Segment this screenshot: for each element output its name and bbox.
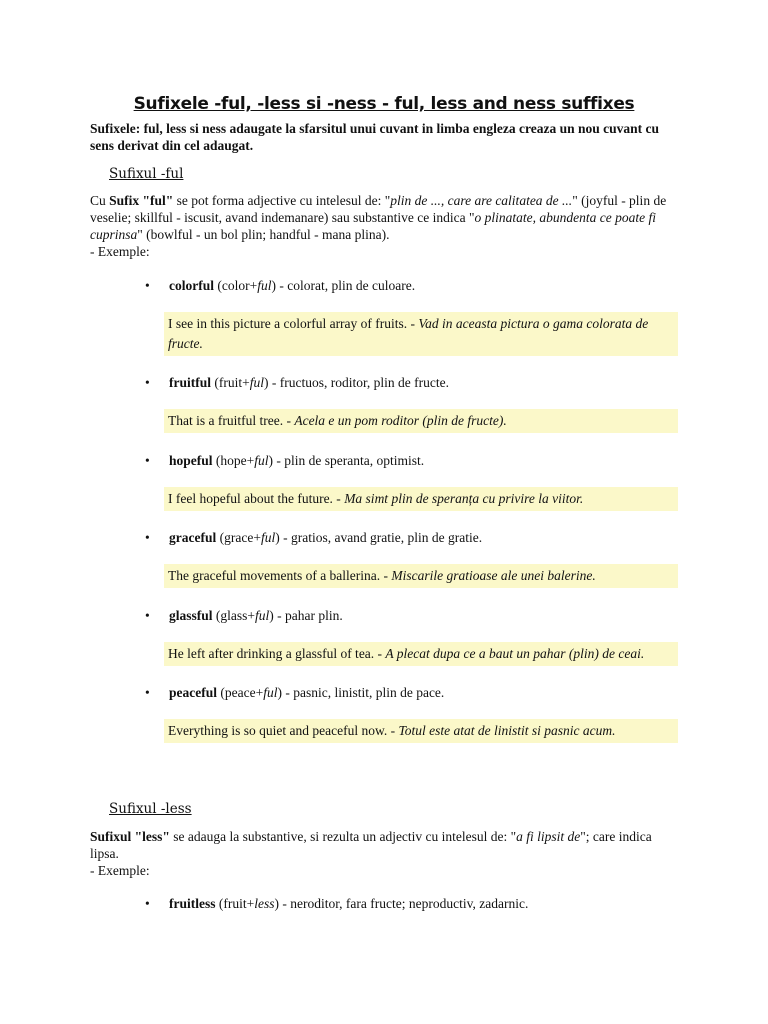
bullet-icon: •: [145, 530, 150, 545]
example-highlight: That is a fruitful tree. - Acela e un pom roditor (plin de fructe).: [164, 409, 678, 433]
bullet-icon: •: [145, 375, 150, 390]
bullet-icon: •: [145, 453, 150, 468]
page-title: Sufixele -ful, -less si -ness - ful, less and ness suffixes: [133, 94, 635, 114]
intro-paragraph: Sufixele: ful, less si ness adaugate la sfarsitul unui cuvant in limba engleza creaza un nou cuvant cu sens derivat din cel adaugat.: [90, 121, 660, 153]
section-heading-ful: Sufixul -ful: [109, 166, 184, 182]
bullet-icon: •: [145, 685, 150, 700]
example-highlight: Everything is so quiet and peaceful now. - Totul este atat de linistit si pasnic acum.: [164, 719, 678, 743]
example-highlight: I feel hopeful about the future. - Ma simt plin de speranța cu privire la viitor.: [164, 487, 678, 511]
less-description: Sufixul "less" se adauga la substantive, si rezulta un adjectiv cu intelesul de: "a fi lipsit de"; care indica lipsa. - Exemple:: [90, 829, 652, 878]
example-highlight: He left after drinking a glassful of tea. - A plecat dupa ce a baut un pahar (plin) de ceai.: [164, 642, 678, 666]
example-highlight: I see in this picture a colorful array of fruits. - Vad in aceasta pictura o gama colorata de fructe.: [164, 312, 678, 356]
bullet-icon: •: [145, 608, 150, 623]
bullet-icon: •: [145, 896, 150, 911]
bullet-icon: •: [145, 278, 150, 293]
ful-description: Cu Sufix "ful" se pot forma adjective cu intelesul de: "plin de ..., care are calitatea de ..." (joyful - plin de veselie; skillful - iscusit, avand indemanare) sau substantive ce indica "o plinatate, abundenta ce poate fi cuprinsa" (bowlful - un bol plin; handful - mana plina). - Exemple:: [90, 193, 667, 259]
example-highlight: The graceful movements of a ballerina. - Miscarile gratioase ale unei balerine.: [164, 564, 678, 588]
section-heading-less: Sufixul -less: [109, 801, 192, 817]
